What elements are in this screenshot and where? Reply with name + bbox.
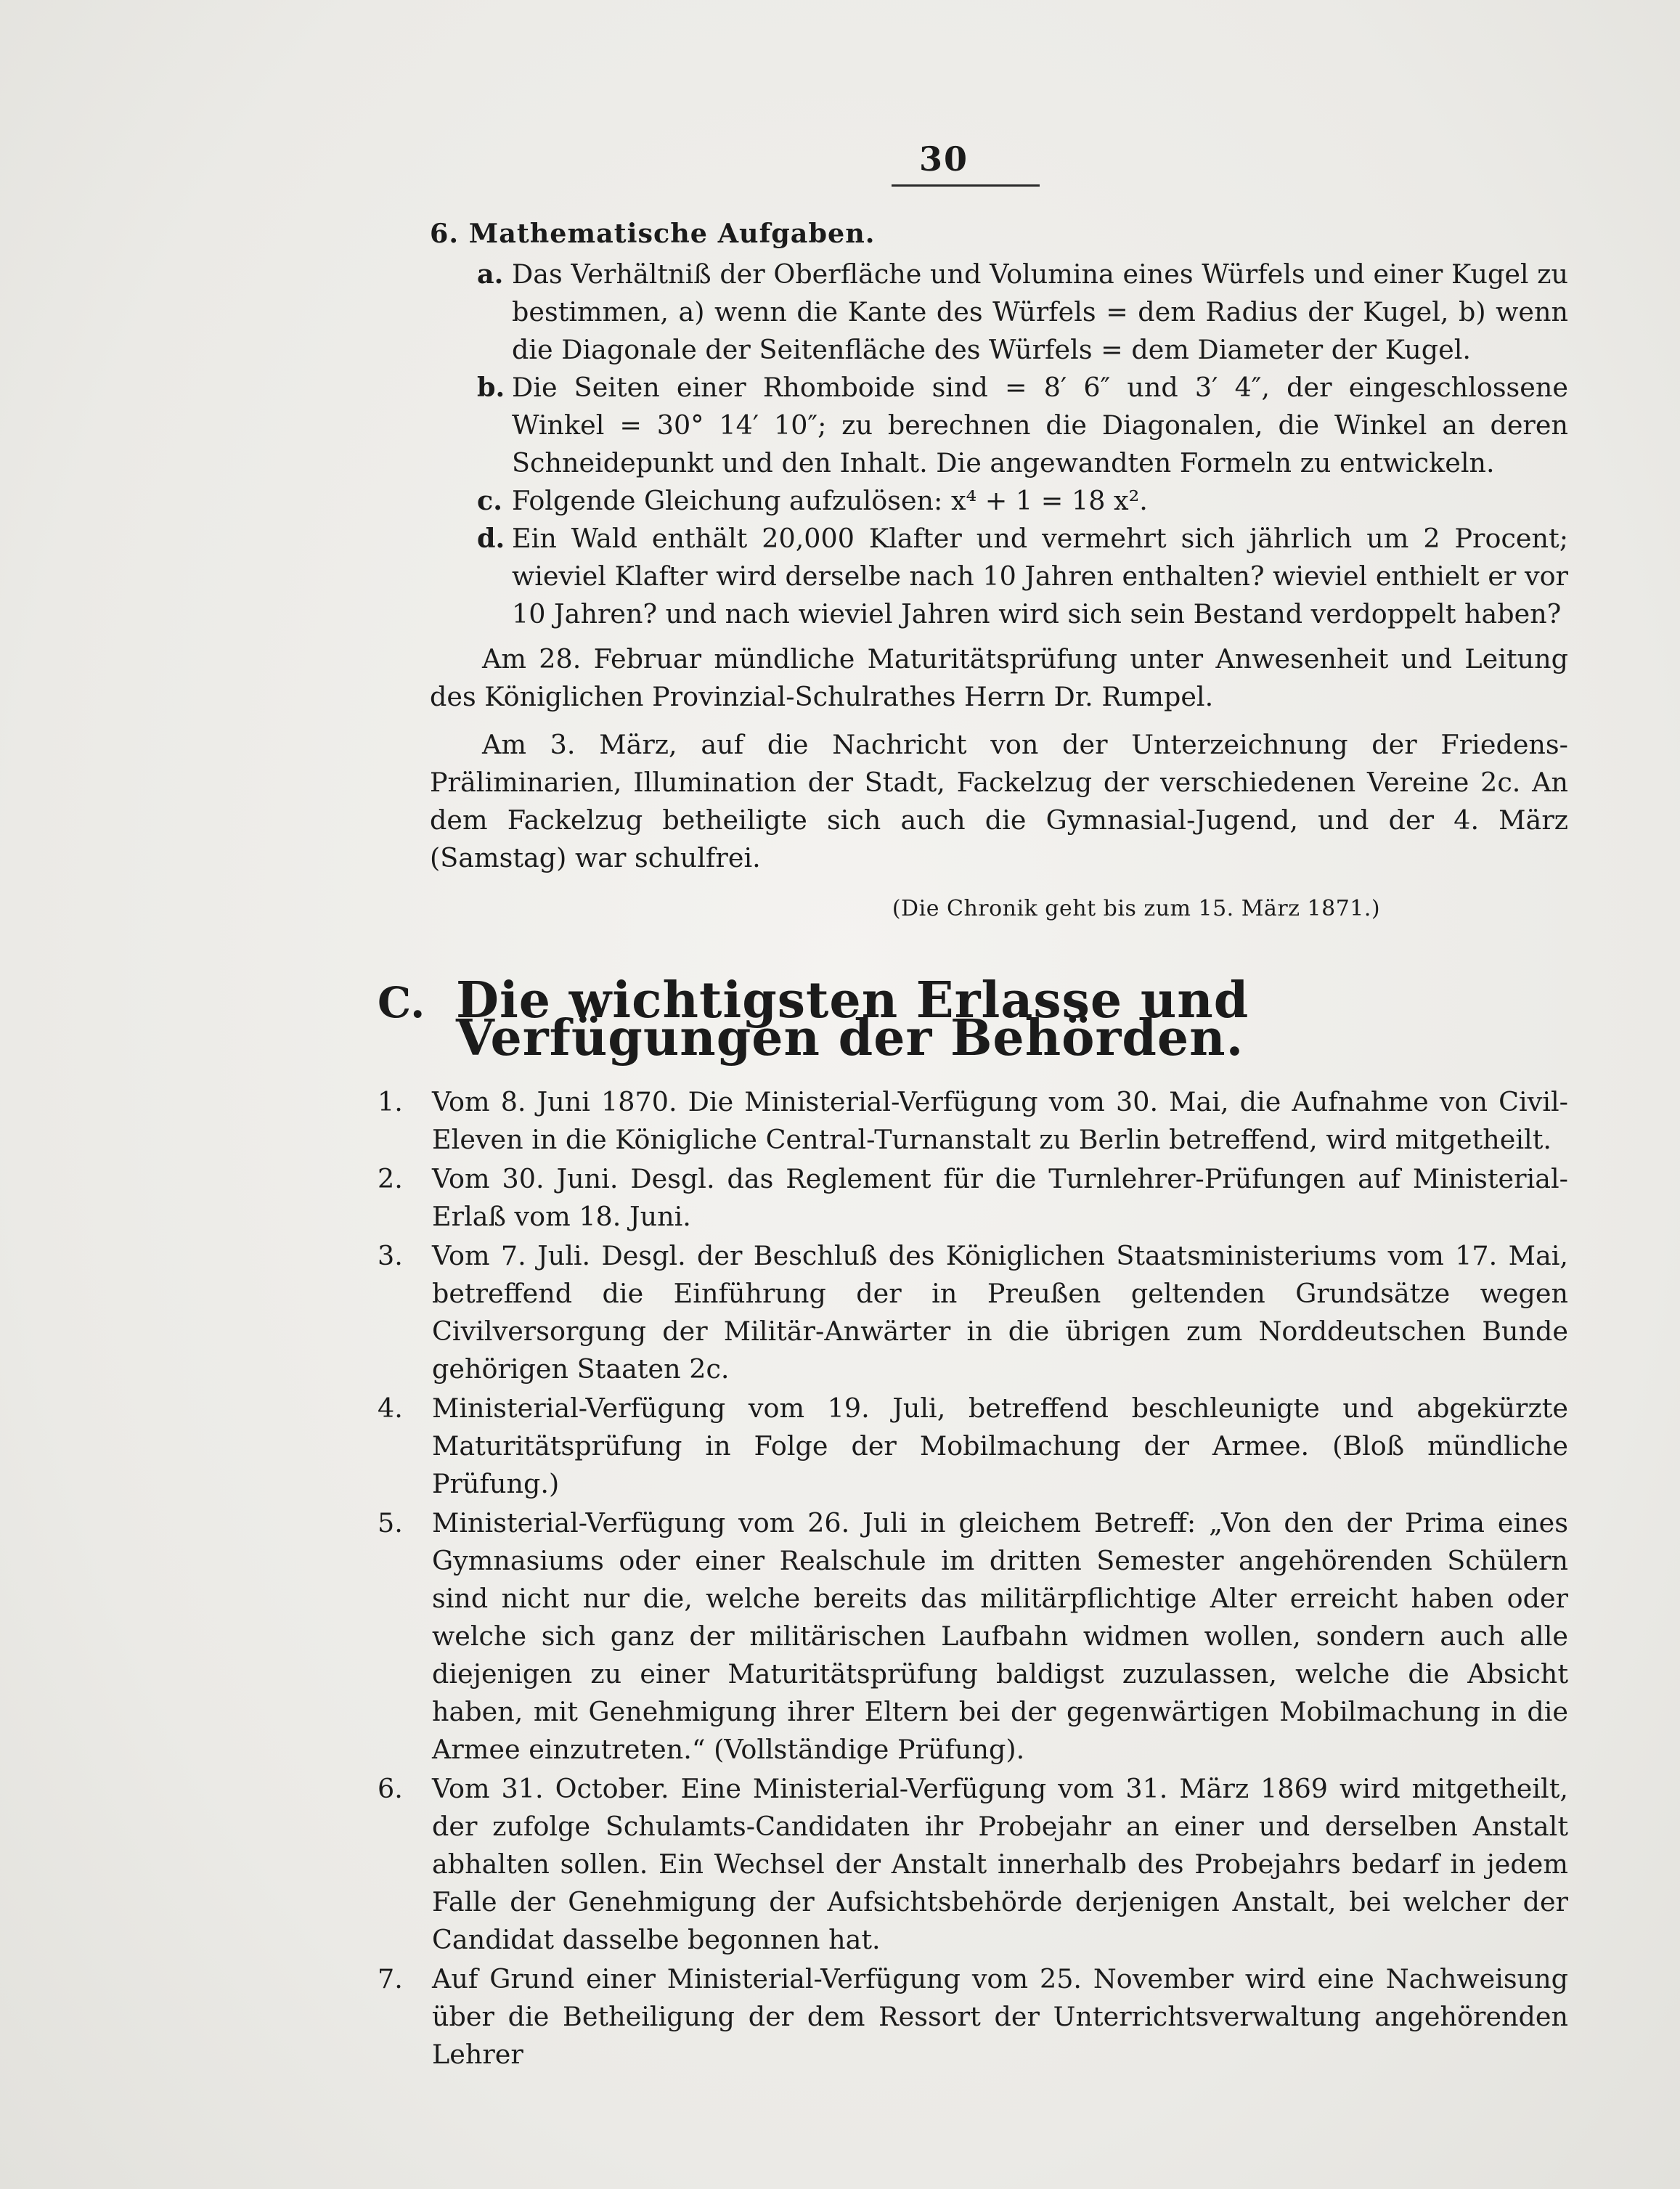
decree-item-5 xyxy=(378,1504,1568,1769)
decree-text: Vom 30. Juni. Desgl. das Reglement für die Turnlehrer-Prüfungen auf Ministerial-Erlaß vom 18. Juni. xyxy=(432,1163,1568,1232)
math-task-text: Die Seiten einer Rhomboide sind = 8′ 6″ und 3′ 4″, der eingeschlossene Winkel = 30° 14′ 10″; zu berechnen die Diagonalen, die Winkel an deren Schneidepunkt und den Inhalt. Die angewandten Formeln zu entwickeln. xyxy=(512,372,1568,478)
decree-number: 4. xyxy=(378,1393,403,1424)
page-number: 30 xyxy=(918,139,969,179)
decree-text: Ministerial-Verfügung vom 19. Juli, betreffend beschleunigte und abgekürzte Maturitätsprüfung in Folge der Mobilmachung der Armee. (Bloß mündliche Prüfung.) xyxy=(432,1393,1568,1499)
decree-number: 5. xyxy=(378,1507,403,1538)
decree-number: 3. xyxy=(378,1240,403,1271)
decree-item-2 xyxy=(378,1160,1568,1236)
math-task-letter: b. xyxy=(477,372,505,403)
decree-item-6 xyxy=(378,1770,1568,1959)
section-c-heading xyxy=(378,971,1568,1067)
section-c-letter: C. xyxy=(378,978,425,1027)
decree-text: Ministerial-Verfügung vom 26. Juli in gleichem Betreff: „Von den der Prima eines Gymnasiums oder einer Realschule im dritten Semester angehörenden Schülern sind nicht nur die, welche bereits das militärpflichtige Alter erreicht haben oder welche sich ganz der militärischen Laufbahn widmen wollen, sondern auch alle diejenigen zu einer Maturitätsprüfung baldigst zuzulassen, welche die Absicht haben, mit Genehmigung ihrer Eltern bei der gegenwärtigen Mobilmachung in die Armee einzutreten.“ (Vollständige Prüfung). xyxy=(432,1507,1568,1765)
decree-text: Vom 7. Juli. Desgl. der Beschluß des Königlichen Staatsministeriums vom 17. Mai, betreffend die Einführung der in Preußen geltenden Grundsätze wegen Civilversorgung der Militär-Anwärter in die übrigen zum Norddeutschen Bunde gehörigen Staaten 2c. xyxy=(432,1240,1568,1385)
math-task-a xyxy=(477,256,1568,369)
math-task-c xyxy=(477,482,1568,520)
math-task-letter: c. xyxy=(477,485,502,516)
chronik-note: (Die Chronik geht bis zum 15. März 1871.) xyxy=(892,896,1381,921)
math-task-d xyxy=(477,520,1568,633)
decree-text: Vom 31. October. Eine Ministerial-Verfügung vom 31. März 1869 wird mitgetheilt, der zufolge Schulamts-Candidaten ihr Probejahr an einer und derselben Anstalt abhalten sollen. Ein Wechsel der Anstalt innerhalb des Probejahrs bedarf in jedem Falle der Genehmigung der Aufsichtsbehörde derjenigen Anstalt, bei welcher der Candidat dasselbe begonnen hat. xyxy=(432,1773,1568,1955)
math-task-letter: d. xyxy=(477,523,505,554)
math-task-text: Ein Wald enthält 20,000 Klafter und vermehrt sich jährlich um 2 Procent; wieviel Klafter wird derselbe nach 10 Jahren enthalten? wieviel enthielt er vor 10 Jahren? und nach wieviel Jahren wird sich sein Bestand verdoppelt haben? xyxy=(512,523,1569,629)
page-content xyxy=(378,215,1568,2074)
decree-item-1 xyxy=(378,1083,1568,1159)
paragraph-peace-celebration: Am 3. März, auf die Nachricht von der Unterzeichnung der Friedens-Präliminarien, Illumination der Stadt, Fackelzug der verschiedenen Vereine 2c. An dem Fackelzug betheiligte sich auch die Gymnasial-Jugend, und der 4. März (Samstag) war schulfrei. xyxy=(430,729,1568,873)
decree-item-3 xyxy=(378,1237,1568,1388)
decree-number: 1. xyxy=(378,1086,403,1117)
decree-number: 6. xyxy=(378,1773,403,1804)
math-task-b xyxy=(477,369,1568,482)
math-section-heading: 6. Mathematische Aufgaben. xyxy=(430,218,876,249)
paragraph-maturity-exam: Am 28. Februar mündliche Maturitätsprüfung unter Anwesenheit und Leitung des Königlichen Provinzial-Schulrathes Herrn Dr. Rumpel. xyxy=(430,643,1568,712)
math-task-text: Das Verhältniß der Oberfläche und Volumina eines Würfels und einer Kugel zu bestimmen, a) wenn die Kante des Würfels = dem Radius der Kugel, b) wenn die Diagonale der Seitenfläche des Würfels = dem Diameter der Kugel. xyxy=(512,258,1568,365)
math-task-letter: a. xyxy=(477,258,504,290)
decree-number: 2. xyxy=(378,1163,403,1194)
decree-text: Auf Grund einer Ministerial-Verfügung vom 25. November wird eine Nachweisung über die Betheiligung der dem Ressort der Unterrichtsverwaltung angehörenden Lehrer xyxy=(432,1963,1568,2070)
section-c-title: Die wichtigsten Erlasse und Verfügungen der Behörden. xyxy=(456,971,1249,1067)
decree-number: 7. xyxy=(378,1963,403,1994)
page-number-rule xyxy=(892,184,1040,187)
decree-item-7 xyxy=(378,1960,1568,2074)
decree-item-4 xyxy=(378,1390,1568,1503)
decree-text: Vom 8. Juni 1870. Die Ministerial-Verfügung vom 30. Mai, die Aufnahme von Civil-Eleven in die Königliche Central-Turnanstalt zu Berlin betreffend, wird mitgetheilt. xyxy=(432,1086,1568,1155)
math-task-text: Folgende Gleichung aufzulösen: x⁴ + 1 = 18 x². xyxy=(512,485,1148,516)
